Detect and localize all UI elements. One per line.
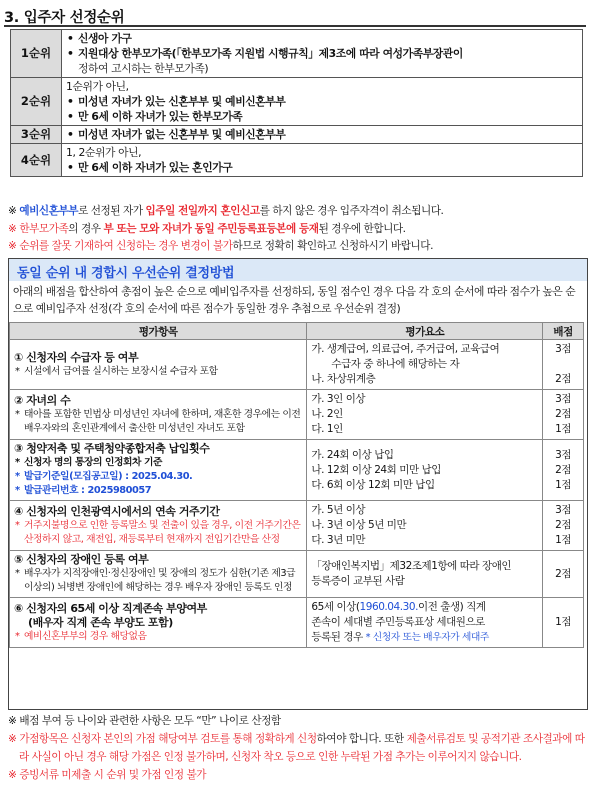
element-line: 존속이 세대별 주민등록표상 세대원으로 — [311, 616, 485, 628]
item-note: * 거주지불명으로 인한 등록말소 및 전출이 있을 경우, 이전 거주기간은 산정하지 않고, 재전입, 재등록부터 현재까지 전입기간만을 산정 — [14, 519, 302, 547]
element-cell — [307, 390, 543, 440]
footer-note-1: ※ 배점 부여 등 나이와 관련한 사항은 모두 “만” 나이로 산정함 — [8, 715, 281, 727]
rank-row-2 — [11, 78, 583, 126]
score-value: 1점 — [555, 534, 572, 546]
item-note: * 배우자가 지적장애인·정신장애인 및 장애의 정도가 심한(기존 제3급 이상의) 뇌병변 장애인에 해당하는 경우 배우자 장애인 등록도 인정 — [14, 567, 302, 595]
element-note: * 신청자 또는 배우자가 세대주 — [365, 632, 489, 643]
element-line: 다. 1인 — [311, 423, 343, 435]
footer-note-2 — [8, 730, 592, 766]
priority-intro: 아래의 배점을 합산하여 총점이 높은 순으로 예비입주자를 선정하되, 동일 점수인 경우 다음 각 호의 순서에 따라 점수가 높은 순으로 예비입주자 선정(각 호의 순서에 따른 점수가 동일한 경우 추첨으로 우선순위 결정) — [13, 285, 576, 315]
score-header-row — [10, 323, 584, 340]
element-line: 가. 생계급여, 의료급여, 주거급여, 교육급여 — [311, 343, 500, 355]
rank-line — [66, 46, 578, 61]
score-cell — [543, 390, 584, 440]
score-value: 3점 — [555, 343, 572, 355]
rank-desc — [62, 126, 583, 144]
note-text: ※ 한부모가족 — [8, 222, 69, 235]
rank-desc — [62, 144, 583, 177]
score-row — [10, 340, 584, 390]
item-cell — [10, 440, 307, 501]
item-title: ① 신청자의 수급자 등 여부 — [14, 350, 139, 364]
rank-notes — [8, 203, 592, 256]
rank-table — [10, 29, 583, 177]
element-text: 이전 출생) 직계 — [418, 601, 486, 613]
element-line: 등록증이 교부된 사람 — [311, 575, 405, 587]
item-cell — [10, 501, 307, 551]
element-line: 나. 3년 이상 5년 미만 — [311, 519, 407, 531]
footer-emph: ※ 가점항목은 신청자 본인의 가점 해당여부 검토를 통해 정확하게 신청 — [8, 733, 317, 745]
item-title: ③ 청약저축 및 주택청약종합저축 납입횟수 — [14, 442, 210, 455]
element-line — [311, 630, 538, 645]
score-cell — [543, 440, 584, 501]
rank-line: 1, 2순위가 아닌, — [66, 146, 142, 159]
rank-line: • 미성년 자녀가 있는 신혼부부 및 예비신혼부부 — [66, 94, 578, 109]
item-title: ⑤ 신청자의 장애인 등록 여부 — [14, 553, 149, 566]
item-title: ④ 신청자의 인천광역시에서의 연속 거주기간 — [14, 504, 220, 518]
element-line: 나. 12회 이상 24회 미만 납입 — [311, 463, 441, 476]
item-title: ⑥ 신청자의 65세 이상 직계존속 부양여부 — [14, 601, 207, 615]
score-value: 1점 — [555, 478, 572, 491]
note-text: 로 선정된 자가 — [78, 205, 146, 217]
rank-line: 1순위가 아닌, — [66, 80, 129, 93]
score-value: 1점 — [555, 616, 572, 628]
element-line: 「장애인복지법」제32조제1항에 따라 장애인 — [311, 560, 512, 572]
element-cell — [307, 501, 543, 551]
section-title: 3. 입주자 선정순위 — [4, 10, 125, 26]
score-row — [10, 390, 584, 440]
footer-note-3: ※ 증빙서류 미제출 시 순위 및 가점 인정 불가 — [8, 769, 207, 781]
note-emph: 예비신혼부부 — [19, 205, 79, 217]
item-note: * 예비신혼부부의 경우 해당없음 — [14, 630, 302, 644]
col-header: 배점 — [543, 323, 584, 340]
note-1 — [8, 203, 592, 221]
rank-line: 정하여 고시하는 한부모가족) — [78, 62, 209, 75]
item-note: * 시설에서 급여를 실시하는 보장시설 수급자 포함 — [14, 365, 302, 379]
note-emph: 입주일 전일까지 혼인신고 — [145, 205, 260, 217]
item-cell — [10, 340, 307, 390]
score-value: 2점 — [555, 519, 572, 531]
col-header: 평가항목 — [10, 323, 307, 340]
score-value: 2점 — [555, 567, 572, 580]
rank-line-text: 지원대상 한부모가족(「한부모가족 지원법 시행규칙」제3조에 따라 여성가족부장관이 — [78, 47, 463, 60]
element-text: 65세 이상( — [311, 601, 360, 613]
score-value — [543, 357, 583, 372]
score-value: 3점 — [555, 393, 572, 405]
element-line — [311, 600, 538, 615]
priority-heading: 동일 순위 내 경합시 우선순위 결정방법 — [9, 259, 587, 281]
rank-row-3 — [11, 126, 583, 144]
item-note: * 발급기준일(모집공고일) : 2025.04.30. — [14, 470, 302, 484]
element-cell — [307, 551, 543, 598]
element-line: 가. 3인 이상 — [311, 393, 366, 405]
item-note: * 신청자 명의 통장의 인정회차 기준 — [14, 456, 302, 470]
item-cell — [10, 598, 307, 648]
note-text: 의 경우 — [68, 222, 104, 235]
score-table — [9, 322, 584, 648]
score-value: 3점 — [555, 504, 572, 516]
element-text: 등록된 경우 — [311, 631, 363, 643]
score-row — [10, 598, 584, 648]
rank-desc — [62, 78, 583, 126]
title-underline — [4, 25, 586, 27]
item-cell — [10, 551, 307, 598]
note-2 — [8, 221, 592, 239]
item-subtitle: (배우자 직계 존속 부양도 포함) — [28, 615, 173, 629]
element-line: 나. 2인 — [311, 408, 343, 420]
rank-row-4 — [11, 144, 583, 177]
element-date: 1960.04.30. — [359, 601, 419, 613]
element-line: 가. 5년 이상 — [311, 504, 366, 516]
rank-line: • 만 6세 이하 자녀가 있는 혼인가구 — [66, 160, 578, 175]
score-value: 2점 — [555, 408, 572, 420]
score-value: 1점 — [555, 423, 572, 435]
item-note: * 태아를 포함한 민법상 미성년인 자녀에 한하며, 재혼한 경우에는 이전 배우자와의 혼인관계에서 출산한 미성년인 자녀도 포함 — [14, 408, 302, 436]
item-title: ② 자녀의 수 — [14, 393, 71, 407]
col-header: 평가요소 — [307, 323, 543, 340]
element-line: 수급자 중 하나에 해당하는 자 — [331, 358, 460, 370]
item-note: * 발급관리번호 : 2025980057 — [14, 484, 302, 498]
note-text: ※ 순위를 잘못 기재하여 신청하는 경우 변경이 불가 — [8, 240, 233, 252]
score-row — [10, 501, 584, 551]
footer-notes — [8, 712, 592, 784]
note-text: 하므로 정확히 확인하고 신청하시기 바랍니다. — [232, 240, 434, 252]
element-cell — [307, 440, 543, 501]
note-text: 된 경우에 한합니다. — [318, 222, 406, 235]
rank-label: 2순위 — [11, 78, 62, 126]
element-line: 가. 24회 이상 납입 — [311, 448, 394, 461]
score-row — [10, 551, 584, 598]
rank-label: 3순위 — [11, 126, 62, 144]
rank-desc — [62, 30, 583, 78]
rank-line: • 신생아 가구 — [66, 31, 578, 46]
score-cell — [543, 340, 584, 390]
score-value: 2점 — [555, 463, 572, 476]
note-text: 를 하지 않은 경우 입주자격이 취소됩니다. — [259, 205, 444, 217]
element-line: 다. 3년 미만 — [311, 534, 366, 546]
note-mark: ※ — [8, 205, 20, 217]
score-value: 3점 — [555, 448, 572, 461]
score-cell — [543, 598, 584, 648]
element-cell — [307, 598, 543, 648]
rank-row-1 — [11, 30, 583, 78]
item-cell — [10, 390, 307, 440]
score-cell — [543, 551, 584, 598]
rank-line: • 미성년 자녀가 없는 신혼부부 및 예비신혼부부 — [66, 127, 578, 142]
element-cell — [307, 340, 543, 390]
note-emph: 부 또는 모와 자녀가 동일 주민등록표등본에 등재 — [103, 222, 319, 235]
rank-line: • 만 6세 이하 자녀가 있는 한부모가족 — [66, 109, 578, 124]
note-3 — [8, 238, 592, 256]
footer-text: 하여야 합니다. 또한 — [316, 733, 407, 745]
element-line: 나. 차상위계층 — [311, 373, 376, 385]
footer-emph: 제출서류검토 및 공적기관 조사결과에 따라 사실이 아닌 경우 해당 가점은 인정 불가하며, 신청자 착오 등으로 인한 누락된 가점 추가는 이루어지지 않습니다. — [19, 733, 585, 763]
score-value: 2점 — [555, 373, 572, 385]
rank-label: 1순위 — [11, 30, 62, 78]
score-row — [10, 440, 584, 501]
rank-label: 4순위 — [11, 144, 62, 177]
element-line: 다. 6회 이상 12회 미만 납입 — [311, 478, 435, 491]
score-cell — [543, 501, 584, 551]
